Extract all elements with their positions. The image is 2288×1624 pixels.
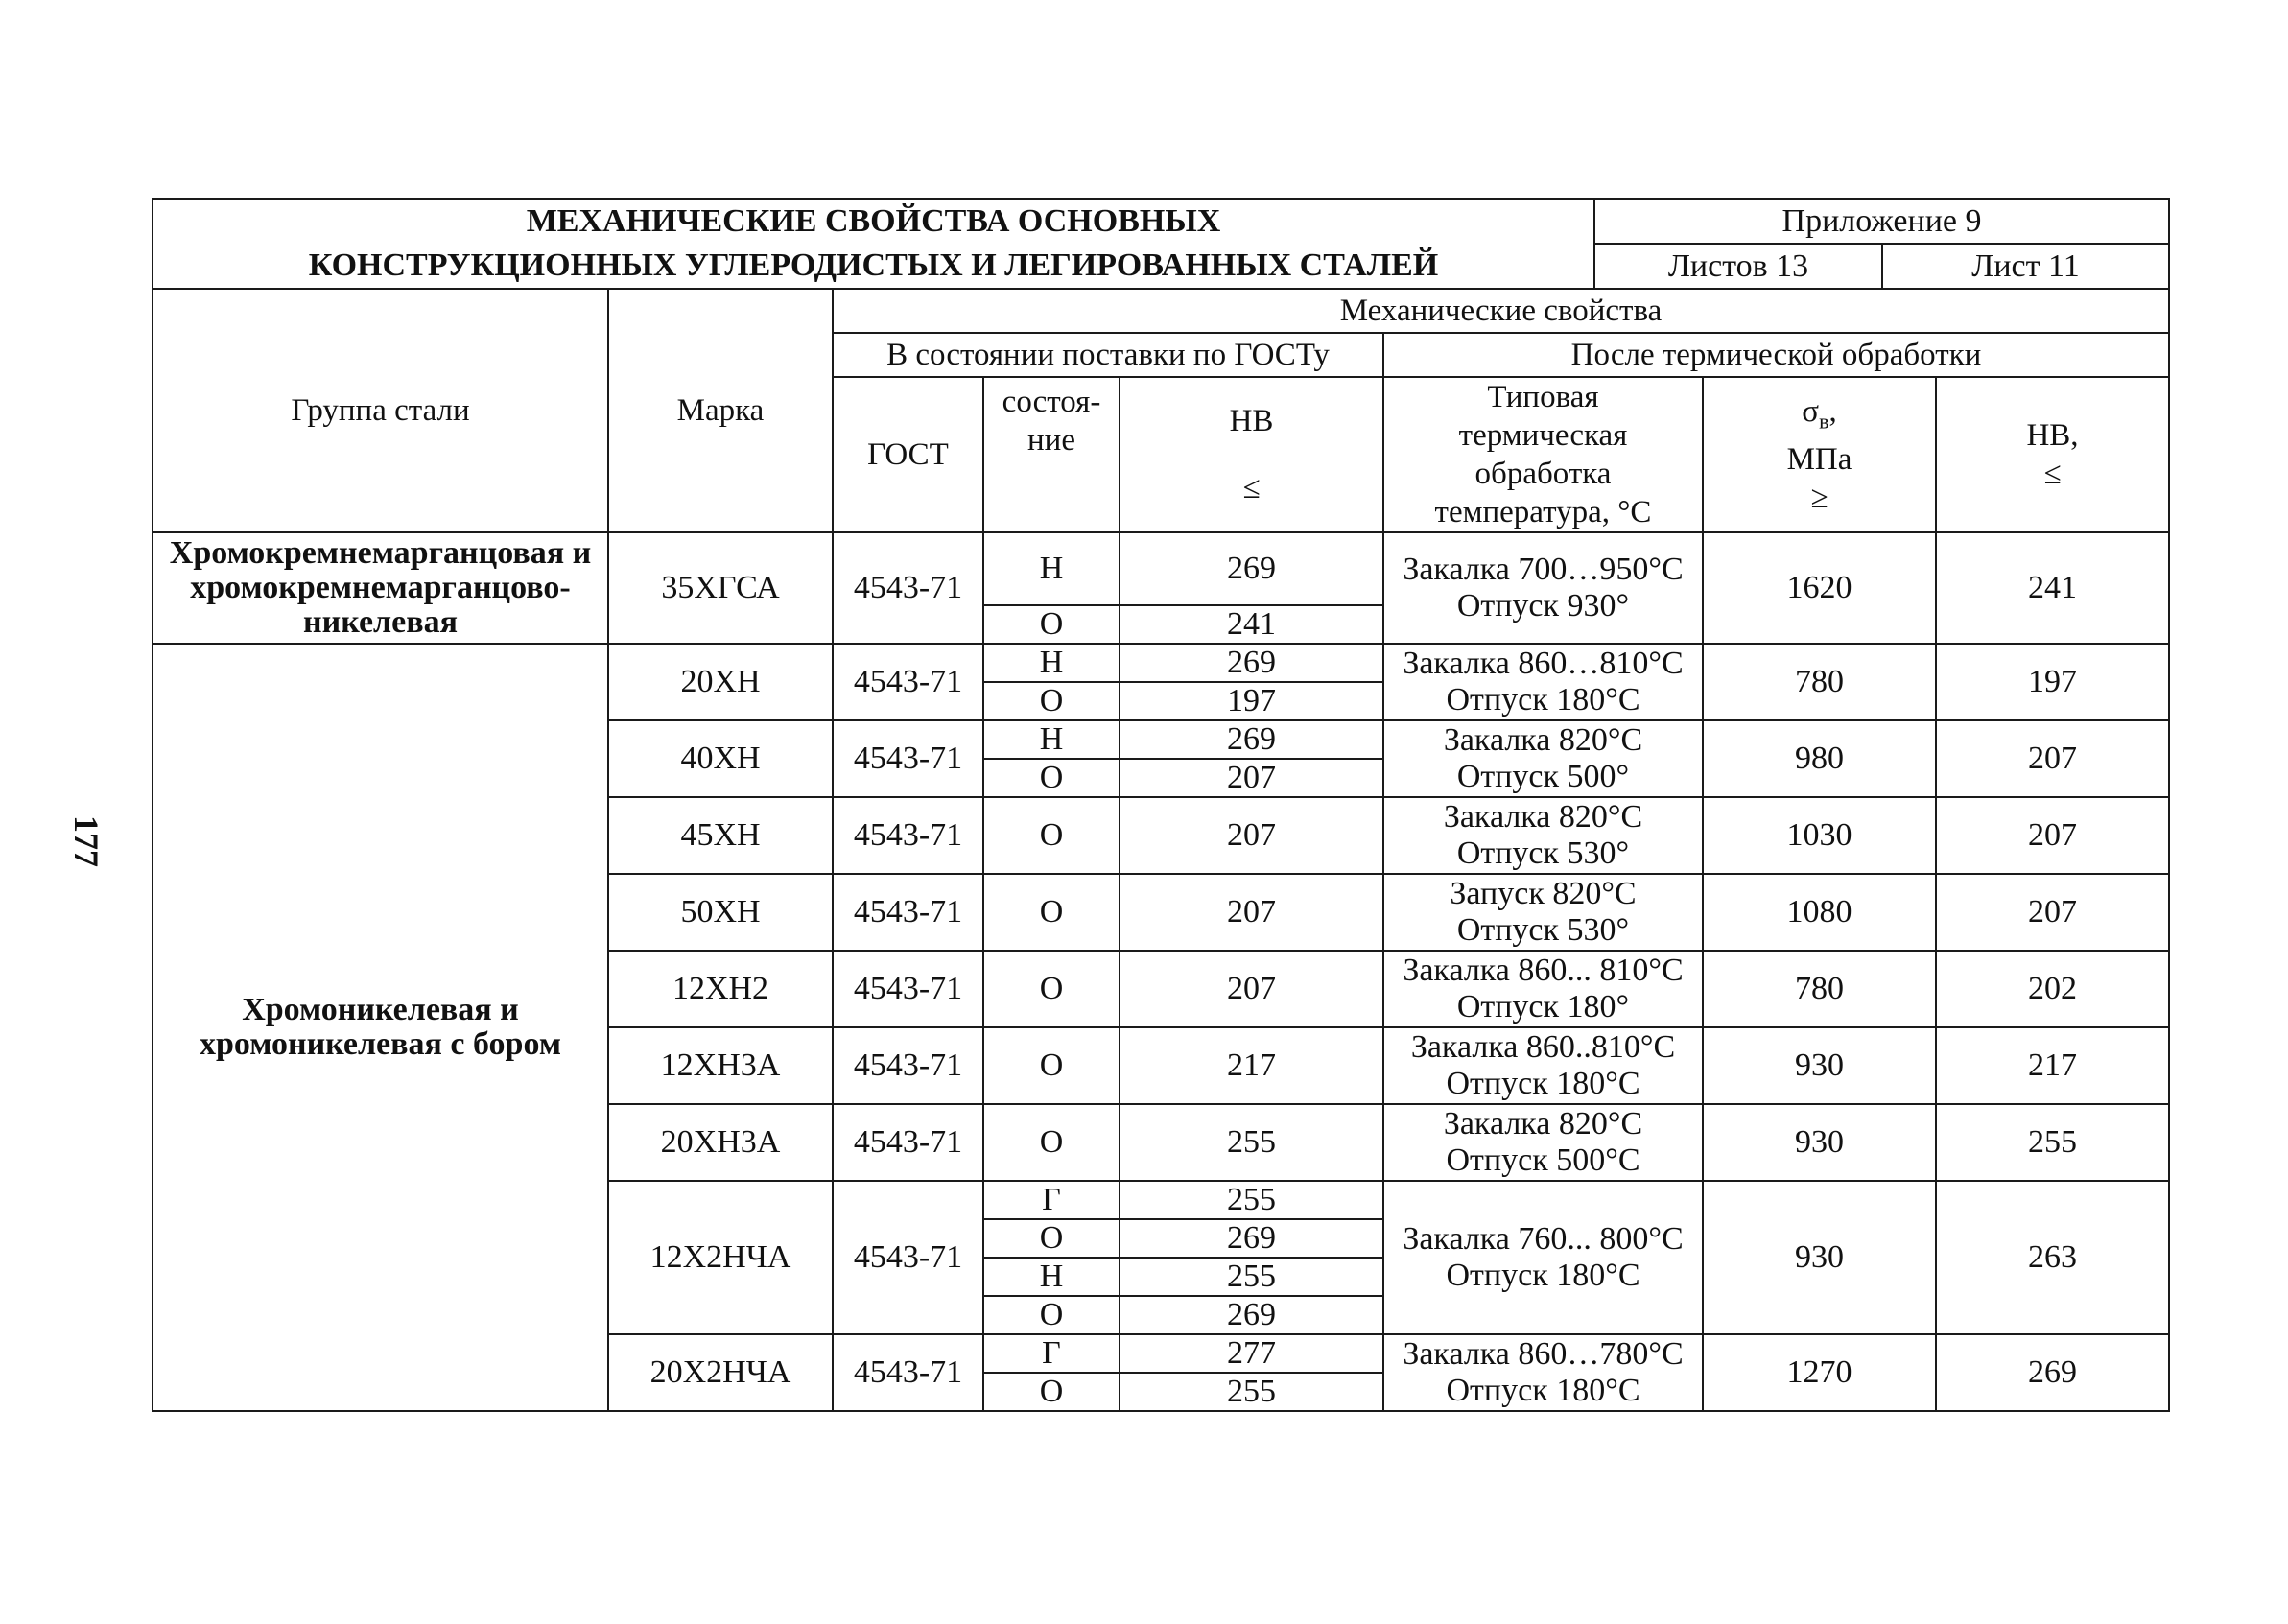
column-header-gost: ГОСТ [833,377,983,532]
heat-line: Отпуск 500° [1456,759,1630,794]
hb-after-cell: 207 [1936,797,2169,874]
hb-after-cell: 207 [1936,720,2169,797]
sigma-cell: 1080 [1703,874,1936,951]
gost-cell: 4543-71 [833,951,983,1027]
gost-cell: 4543-71 [833,1181,983,1334]
gost-cell: 4543-71 [833,874,983,951]
hb-after-cell: 241 [1936,532,2169,644]
steel-properties-table [152,198,2168,1412]
table-row [153,644,2169,682]
sigma-sign: ≥ [1810,481,1828,516]
heat-line: Отпуск 180°С [1446,1373,1640,1408]
state-cell: О [983,874,1120,951]
heat-treatment-cell [1383,1027,1703,1104]
grade-cell: 40ХН [608,720,833,797]
steel-group-line: никелевая [303,604,458,640]
state-cell: О [983,1219,1120,1258]
grade-cell: 20ХН3А [608,1104,833,1181]
heat-line: Отпуск 180°С [1446,682,1640,718]
page-number: 177 [67,815,106,867]
hb-cell: 207 [1120,797,1383,874]
heat-line: Отпуск 180°С [1446,1258,1640,1293]
hb-cell: 207 [1120,951,1383,1027]
heat-line: Закалка 760... 800°С [1403,1221,1684,1257]
sigma-cell: 930 [1703,1181,1936,1334]
sigma-cell: 1030 [1703,797,1936,874]
state-cell: Н [983,1258,1120,1296]
heat-treatment-cell [1383,1334,1703,1411]
hb-after-cell: 197 [1936,644,2169,720]
sigma-cell: 780 [1703,951,1936,1027]
gost-cell: 4543-71 [833,532,983,644]
sigma-cell: 1620 [1703,532,1936,644]
heat-header-line-2: термическая [1458,418,1628,453]
grade-cell: 20ХН [608,644,833,720]
heat-treatment-cell [1383,644,1703,720]
sigma-symbol: σ [1802,393,1820,429]
hb-cell: 255 [1120,1104,1383,1181]
heat-line: Закалка 860..810°С [1410,1029,1676,1065]
gost-cell: 4543-71 [833,797,983,874]
heat-line: Закалка 820°С [1443,799,1643,835]
state-cell: Г [983,1181,1120,1219]
appendix-label: Приложение 9 [1594,199,2169,244]
heat-line: Закалка 860…810°С [1403,646,1684,681]
sigma-unit: МПа [1786,442,1852,478]
hb-cell: 207 [1120,874,1383,951]
heat-treatment-cell [1383,720,1703,797]
header-table [152,198,2170,290]
sigma-subscript: в [1819,409,1829,434]
column-header-group: Группа стали [153,289,608,532]
heat-line: Отпуск 930° [1456,588,1630,624]
hb-cell: 277 [1120,1334,1383,1373]
hb-cell: 207 [1120,759,1383,797]
heat-line: Отпуск 530° [1456,836,1630,871]
state-cell: Н [983,720,1120,759]
sheet-number: Лист 11 [1882,244,2169,289]
steel-group-line: Хромокремнемарганцовая и [169,535,592,571]
heat-line: Закалка 700…950°С [1403,552,1684,587]
grade-cell: 12ХН3А [608,1027,833,1104]
hb-cell: 217 [1120,1027,1383,1104]
heat-line: Отпуск 180°С [1446,1066,1640,1101]
hb-cell: 197 [1120,682,1383,720]
hb-cell: 269 [1120,720,1383,759]
sigma-cell: 930 [1703,1027,1936,1104]
gost-cell: 4543-71 [833,1027,983,1104]
heat-treatment-cell [1383,1181,1703,1334]
state-cell: О [983,797,1120,874]
hb-after-cell: 255 [1936,1104,2169,1181]
state-cell: О [983,682,1120,720]
state-header-line-1: состоя- [1002,385,1101,419]
steel-group-line: Хромоникелевая и [242,992,519,1027]
sheets-total: Листов 13 [1594,244,1882,289]
state-cell: Г [983,1334,1120,1373]
column-header-hb [1120,377,1383,532]
hb-after-cell: 269 [1936,1334,2169,1411]
state-header-line-2: ние [1027,423,1075,458]
properties-table [152,288,2170,1412]
state-cell: О [983,1104,1120,1181]
state-cell: Н [983,532,1120,605]
grade-cell: 20Х2НЧА [608,1334,833,1411]
heat-line: Отпуск 500°С [1446,1142,1640,1178]
heat-header-line-1: Типовая [1487,380,1599,414]
state-cell: О [983,759,1120,797]
hb-after-label: НВ, [2026,418,2079,453]
sigma-cell: 930 [1703,1104,1936,1181]
heat-line: Запуск 820°С [1450,876,1637,911]
column-header-after-heat: После термической обработки [1383,333,2169,377]
state-cell: О [983,605,1120,644]
heat-treatment-cell [1383,951,1703,1027]
sigma-cell: 1270 [1703,1334,1936,1411]
heat-line: Закалка 820°С [1443,1106,1643,1142]
hb-cell: 269 [1120,1296,1383,1334]
heat-treatment-cell [1383,797,1703,874]
hb-cell: 269 [1120,644,1383,682]
hb-after-cell: 263 [1936,1181,2169,1334]
document-title [153,199,1594,289]
title-line-2: КОНСТРУКЦИОННЫХ УГЛЕРОДИСТЫХ И ЛЕГИРОВАННЫХ СТАЛЕЙ [308,247,1439,283]
hb-cell: 269 [1120,1219,1383,1258]
hb-after-cell: 202 [1936,951,2169,1027]
hb-cell: 255 [1120,1258,1383,1296]
state-cell: О [983,951,1120,1027]
state-cell: Н [983,644,1120,682]
hb-cell: 269 [1120,532,1383,605]
grade-cell: 45ХН [608,797,833,874]
table-row [153,532,2169,605]
heat-header-line-4: температура, °С [1434,495,1652,530]
column-header-sigma: $\sigma_в$, МПа ≥ [1703,377,1936,532]
heat-line: Закалка 820°С [1443,722,1643,758]
column-header-heat-treatment [1383,377,1703,532]
sigma-cell: 980 [1703,720,1936,797]
hb-after-cell: 207 [1936,874,2169,951]
grade-cell: 12Х2НЧА [608,1181,833,1334]
heat-header-line-3: обработка [1474,457,1612,491]
steel-group-cell [153,644,608,1411]
gost-cell: 4543-71 [833,644,983,720]
column-header-mechanical: Механические свойства [833,289,2169,333]
hb-after-sign: ≤ [2043,457,2062,491]
hb-header-label: НВ [1229,404,1274,438]
heat-treatment-cell [1383,874,1703,951]
hb-header-sign: ≤ [1242,471,1261,506]
heat-line: Закалка 860... 810°С [1403,953,1684,988]
sigma-cell: 780 [1703,644,1936,720]
heat-line: Отпуск 530° [1456,912,1630,948]
hb-cell: 241 [1120,605,1383,644]
state-cell: О [983,1027,1120,1104]
state-cell: О [983,1296,1120,1334]
steel-group-line: хромоникелевая с бором [200,1026,561,1062]
gost-cell: 4543-71 [833,720,983,797]
column-header-hb-after [1936,377,2169,532]
gost-cell: 4543-71 [833,1334,983,1411]
heat-treatment-cell [1383,1104,1703,1181]
heat-treatment-cell [1383,532,1703,644]
hb-cell: 255 [1120,1181,1383,1219]
column-header-state [983,377,1120,532]
title-line-1: МЕХАНИЧЕСКИЕ СВОЙСТВА ОСНОВНЫХ [526,203,1221,239]
steel-group-line: хромокремнемарганцово- [190,570,571,605]
heat-line: Закалка 860…780°С [1403,1336,1684,1372]
gost-cell: 4543-71 [833,1104,983,1181]
grade-cell: 12ХН2 [608,951,833,1027]
heat-line: Отпуск 180° [1456,989,1630,1024]
grade-cell: 50ХН [608,874,833,951]
column-header-grade: Марка [608,289,833,532]
column-header-delivered: В состоянии поставки по ГОСТу [833,333,1383,377]
grade-cell: 35ХГСА [608,532,833,644]
steel-group-cell [153,532,608,644]
state-cell: О [983,1373,1120,1411]
hb-after-cell: 217 [1936,1027,2169,1104]
hb-cell: 255 [1120,1373,1383,1411]
